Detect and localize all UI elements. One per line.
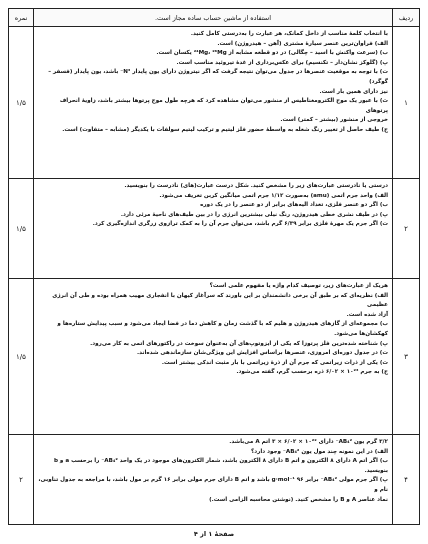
question-row-1: [9, 27, 420, 179]
question-line: پ) شناخته شده‌ترین فلز پرتوزا که یکی از ایزوتوپ‌های آن به‌عنوان سوخت در راکتورهای اتمی به کار می‌رود.: [90, 340, 388, 347]
question-line: خروجی از منشور (بیشتر – کمتر) است.: [280, 117, 388, 124]
question-line: کهکشان‌ها می‌شود.: [334, 330, 388, 337]
question-line: ت) در جدول دوره‌ای امروزی، عنصرها براساس افزایش این ویژگی‌شان سازماندهی شده‌اند.: [137, 350, 388, 357]
question-line: پ) اگر جرم مولی AB₄²⁻ برابر ۹۶ g·mol⁻¹ باشد و اتم B دارای جرم مولی برابر ۱۶ گرم بر مول باشد، با مراجعه به جدول تناوبی، نام و: [38, 477, 388, 493]
calculator-note: استفاده از ماشین حساب ساده مجاز است.: [34, 9, 393, 27]
question-row-4: [9, 435, 420, 525]
question-line: ت) اگر جرم یک مهرهٔ فلزی برابر ۶/۳۹ گرم باشد، می‌توان جرم آن را به کمک ترازوی زرگری اندازه‌گیری کرد.: [92, 221, 388, 228]
question-line: ب) (سرعت واکنش با اسید – چگالی) در دو قطعه مشابه از ²⁴Mg، ²⁶Mg یکسان است.: [156, 50, 388, 57]
question-line: آزاد شده است.: [346, 311, 388, 318]
question-text-2: [34, 179, 393, 279]
page-number: صفحهٔ ۱ از ۴: [193, 530, 235, 538]
question-score: ۱/۵: [9, 279, 34, 435]
question-line: الف) فراوان‌ترین عنصر سیارهٔ مشتری (آهن – هیدروژن) است.: [217, 40, 388, 47]
question-score: ۱/۵: [9, 27, 34, 179]
question-line: نیز دارای همین بار است.: [319, 88, 388, 95]
table-header-row: [9, 9, 420, 27]
question-text-1: [34, 27, 393, 179]
question-line: با انتخاب کلمهٔ مناسب از داخل کمانک، هر عبارت را به‌درستی کامل کنید.: [190, 31, 388, 37]
question-line: الف) نظریه‌ای که بر طبق آن برخی دانشمندان بر این باورند که سرآغاز کیهان با انفجاری مهیب همراه بوده و طی آن انرژی عظیمی: [52, 292, 388, 309]
question-text-3: [34, 279, 393, 435]
question-text-4: [34, 435, 393, 525]
question-line: ج) طیف حاصل از تغییر رنگ شعله به واسطهٔ حضور فلز لیتیم و ترکیب لیتیم سولفات با یکدیگر (مشابه – متفاوت) است.: [62, 126, 388, 133]
question-line: هریک از عبارت‌های زیر، توصیف کدام واژه یا مفهوم علمی است؟: [209, 283, 388, 289]
question-line: ث) با عبور یک موج الکترومغناطیس از منشور می‌توان مشاهده کرد که هرچه طول موج پرتوها بیشتر باشد، زاویهٔ انحراف پرتوهای: [59, 98, 388, 114]
question-row-3: [9, 279, 420, 435]
question-number: ۲: [393, 179, 420, 279]
question-line: ب) اگر اتم A دارای ۸ الکترون و اتم B دارای ۸ الکترون باشد، شمار الکترون‌های موجود در یک واحد AB₄²⁻ را برحسب a و b بنویسید.: [53, 458, 388, 474]
question-line: الف) در این نمونه چند مول یون AB₄²⁻ وجود دارد؟: [251, 448, 388, 455]
question-line: ت) با توجه به موقعیت عنصرها در جدول می‌توان نتیجه گرفت که اگر نیتروژن دارای یون پایدار N³⁻ باشد، یون پایدار (فسفر – گوگرد): [48, 69, 388, 85]
question-score: ۱/۵: [9, 179, 34, 279]
question-number: ۱: [393, 27, 420, 179]
question-score: ۲: [9, 435, 34, 525]
row-label: ردیف: [393, 9, 420, 27]
question-line: پ) (گلوکز نشان‌دار – تکنسیم) برای عکس‌برداری از غدهٔ تیروئید مناسب است.: [176, 59, 388, 66]
question-line: ج) به جرم ۱۰²³ × ۶/۰۲ ذره برحسب گرم، گفته می‌شود.: [236, 369, 388, 376]
question-number: ۴: [393, 435, 420, 525]
question-line: نماد عناصر A و B را مشخص کنید. (نوشتن محاسبه الزامی است.): [209, 496, 388, 503]
score-label: نمره: [9, 9, 34, 27]
exam-table: [8, 8, 420, 525]
question-line: الف) واحد جرم اتمی (amu) به‌صورت ۱/۱۲ جرم اتمی میانگین کربن تعریف می‌شود.: [159, 192, 388, 199]
question-line: درستی یا نادرستی عبارت‌های زیر را مشخص کنید. شکل درست عبارت(های) نادرست را بنویسید.: [124, 183, 388, 189]
question-line: پ) در طیف نشری خطی هیدروژن، رنگ نیلی بیشترین انرژی را در بین طیف‌های ناحیهٔ مرئی دارد.: [120, 211, 388, 218]
question-number: ۳: [393, 279, 420, 435]
question-line: ۳/۲ گرم یون AB₄²⁻ دارای ۱۰²² × ۶/۰۲ × ۳ اتم A می‌باشد.: [229, 439, 388, 445]
question-line: ث) یکی از ذرات زیراتمی که جرم آن از ذرهٔ زیراتمی با بار مثبت اندکی بیشتر است.: [161, 359, 388, 366]
question-line: ب) اگر دو عنصر فلزی، تعداد الیه‌های برابر از دو عنصر را در یک دوره: [200, 202, 388, 209]
question-line: ب) مجموعه‌ای از گازهای هیدروژن و هلیم که با گذشت زمان و کاهش دما در فضا ایجاد می‌شود و سبب پیدایش ستاره‌ها و: [57, 321, 388, 328]
question-row-2: [9, 179, 420, 279]
